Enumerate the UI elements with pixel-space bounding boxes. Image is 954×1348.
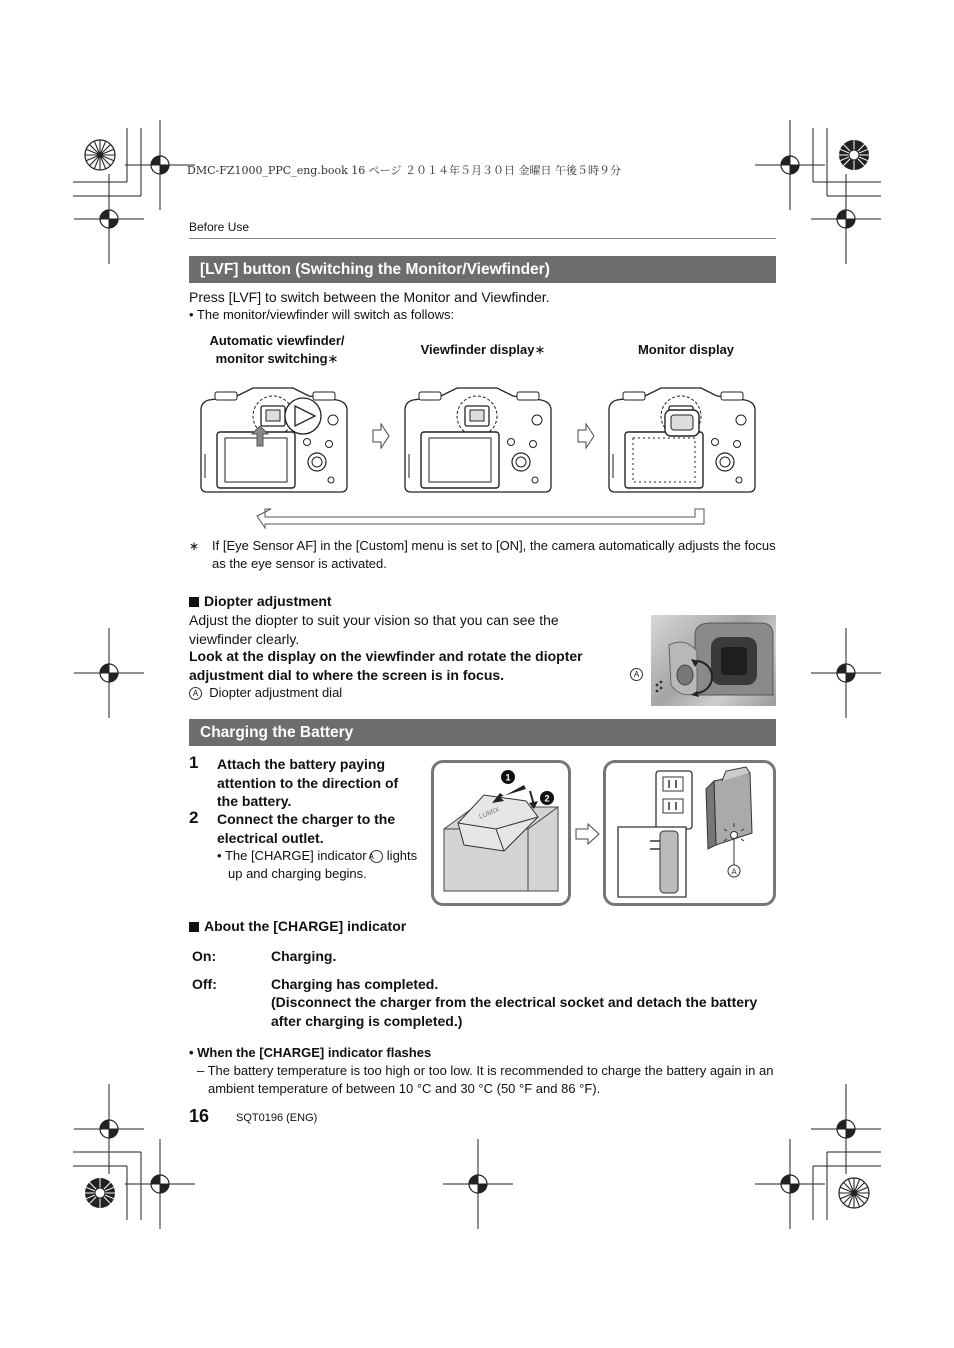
battery-insert-figure [431,760,571,906]
caption-monitor: Monitor display [637,342,735,357]
doc-code: SQT0196 (ENG) [236,1112,318,1124]
lvf-footnote: If [Eye Sensor AF] in the [Custom] menu is set to [ON], the camera automatically adjusts the focus as the eye sensor is activated. [212,538,776,571]
page-number: 16 [189,1106,210,1126]
fig-mark-2: 2 [544,793,550,804]
fig-mark-1: 1 [505,772,511,783]
header-rule [189,238,776,239]
charger-outlet-figure [603,760,776,906]
callout-a-icon: A [630,668,643,681]
callout-a-icon: A [370,850,383,863]
diopter-callout-text: Diopter adjustment dial [209,685,343,700]
lvf-heading: [LVF] button (Switching the Monitor/Viewfinder) [189,256,776,283]
lvf-bullet: • The monitor/viewfinder will switch as follows: [189,307,455,322]
row-on-text: Charging. [271,948,337,964]
note-mark: ∗ [189,539,200,553]
diopter-callout [189,684,342,702]
asterisk: ∗ [327,351,339,366]
section-label: Before Use [189,220,250,234]
indicator-heading [189,917,406,936]
lvf-intro: Press [LVF] to switch between the Monitor and Viewfinder. [189,289,550,305]
caption-automatic-line1: Automatic viewfinder/ [209,333,345,348]
square-bullet-icon [189,597,199,607]
fig-letter-a: A [731,867,737,877]
flash-text: – The battery temperature is too high or too low. It is recommended to charge the battery again in an ambient temperature of between 10 °C and 30 °C (50 °F and 86 °F). [197,1063,774,1096]
lvf-switching-diagram [189,378,776,530]
sub-bullet-text: The [CHARGE] indicator [224,848,367,863]
row-on-label: On: [192,948,217,964]
step-arrow-icon [575,823,601,845]
row-off-label: Off: [192,976,217,992]
charge-sub-bullet: • The [CHARGE] indicator A lights up and charging begins. [217,848,418,881]
battery-brand-label: LUMIX [478,806,501,821]
print-header: DMC-FZ1000_PPC_eng.book 16 ページ ２０１４年５月３０日 金曜日 午後５時９分 [187,164,622,177]
caption-automatic-line2: monitor switching [215,351,328,366]
step-2-text: Connect the charger to the electrical outlet. [217,811,396,846]
callout-a-icon: A [189,687,202,700]
flash-heading: • When the [CHARGE] indicator flashes [189,1045,432,1060]
square-bullet-icon [189,922,199,932]
step-1-text: Attach the battery paying attention to the direction of the battery. [217,756,399,809]
diopter-heading [189,592,332,611]
charging-heading: Charging the Battery [189,719,776,746]
caption-automatic [187,332,367,368]
caption-viewfinder-text: Viewfinder display [420,342,535,357]
indicator-heading-text: About the [CHARGE] indicator [204,918,407,934]
caption-viewfinder [398,341,568,359]
asterisk: ∗ [534,342,546,357]
row-off-text: Charging has completed. [271,976,439,992]
diopter-photo [651,615,776,706]
diopter-heading-text: Diopter adjustment [204,593,332,609]
diopter-text: Adjust the diopter to suit your vision so that you can see the viewfinder clearly. [189,612,559,647]
step-number-1: 1 [189,753,199,772]
row-off-note: (Disconnect the charger from the electrical socket and detach the battery after charging is completed.) [271,994,758,1029]
sub-bullet-rest: lights up and charging begins. [228,848,418,881]
diopter-photo-callout [630,667,643,681]
step-number-2: 2 [189,808,199,827]
diopter-bold-text: Look at the display on the viewfinder and rotate the diopter adjustment dial to where the screen is in focus. [189,648,583,683]
